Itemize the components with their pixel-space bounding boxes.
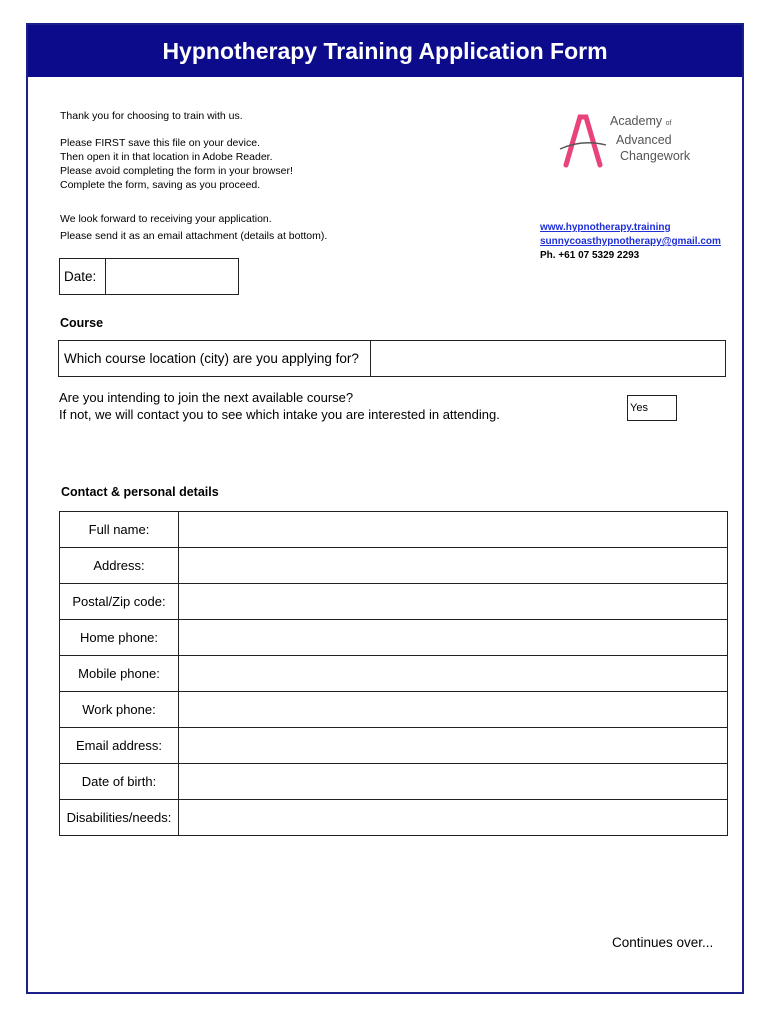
contact-info [540, 221, 721, 263]
table-row [60, 620, 728, 656]
instruction-line: Complete the form, saving as you proceed. [60, 179, 261, 191]
table-row [60, 548, 728, 584]
instruction-line: Please FIRST save this file on your device. [60, 137, 260, 149]
location-question: Which course location (city) are you applying for? [64, 351, 359, 366]
form-page [26, 23, 744, 994]
next-course-line1: Are you intending to join the next available course? [59, 390, 354, 405]
field-label: Work phone: [60, 692, 179, 728]
website-link[interactable]: www.hypnotherapy.training [540, 222, 671, 233]
logo-a-mark-icon [558, 109, 608, 169]
table-row [60, 656, 728, 692]
email-address-field[interactable] [179, 728, 728, 764]
next-course-question [59, 389, 500, 423]
logo-line2: Advanced [616, 133, 672, 147]
logo-of: of [665, 120, 672, 127]
thanks-text: Thank you for choosing to train with us. [60, 110, 243, 122]
intro-closing [60, 211, 327, 245]
disabilities-field[interactable] [179, 800, 728, 836]
logo-text [610, 113, 690, 164]
next-course-field[interactable]: Yes [627, 395, 677, 421]
address-field[interactable] [179, 548, 728, 584]
field-label: Email address: [60, 728, 179, 764]
page-title: Hypnotherapy Training Application Form [162, 37, 608, 64]
field-label: Postal/Zip code: [60, 584, 179, 620]
date-label-cell [59, 258, 106, 295]
table-row [60, 692, 728, 728]
phone-number: Ph. +61 07 5329 2293 [540, 250, 640, 261]
date-label: Date: [64, 269, 97, 284]
date-of-birth-field[interactable] [179, 764, 728, 800]
field-label: Disabilities/needs: [60, 800, 179, 836]
table-row [60, 800, 728, 836]
academy-logo [558, 109, 698, 169]
instruction-line: Then open it in that location in Adobe Reader. [60, 151, 273, 163]
closing-line: We look forward to receiving your application. [60, 213, 272, 225]
table-row [60, 728, 728, 764]
details-table [59, 511, 728, 836]
field-label: Mobile phone: [60, 656, 179, 692]
date-field[interactable] [105, 258, 239, 295]
logo-line1: Academy [610, 114, 663, 128]
home-phone-field[interactable] [179, 620, 728, 656]
location-field[interactable] [370, 340, 726, 377]
postal-code-field[interactable] [179, 584, 728, 620]
logo-line3: Changework [620, 149, 691, 163]
field-label: Home phone: [60, 620, 179, 656]
continues-over-text: Continues over... [612, 935, 714, 950]
next-course-line2: If not, we will contact you to see which intake you are interested in attending. [59, 407, 500, 422]
field-label: Full name: [60, 512, 179, 548]
field-label: Date of birth: [60, 764, 179, 800]
form-title-banner [28, 25, 742, 77]
table-row [60, 764, 728, 800]
field-label: Address: [60, 548, 179, 584]
mobile-phone-field[interactable] [179, 656, 728, 692]
email-link[interactable]: sunnycoasthypnotherapy@gmail.com [540, 236, 721, 247]
instruction-line: Please avoid completing the form in your browser! [60, 165, 293, 177]
table-row [60, 512, 728, 548]
course-heading: Course [60, 316, 104, 330]
closing-line: Please send it as an email attachment (details at bottom). [60, 230, 328, 242]
table-row [60, 584, 728, 620]
intro-instructions [60, 136, 293, 192]
details-heading: Contact & personal details [61, 485, 219, 499]
location-question-cell [58, 340, 371, 377]
intro-thanks [60, 109, 243, 123]
full-name-field[interactable] [179, 512, 728, 548]
work-phone-field[interactable] [179, 692, 728, 728]
